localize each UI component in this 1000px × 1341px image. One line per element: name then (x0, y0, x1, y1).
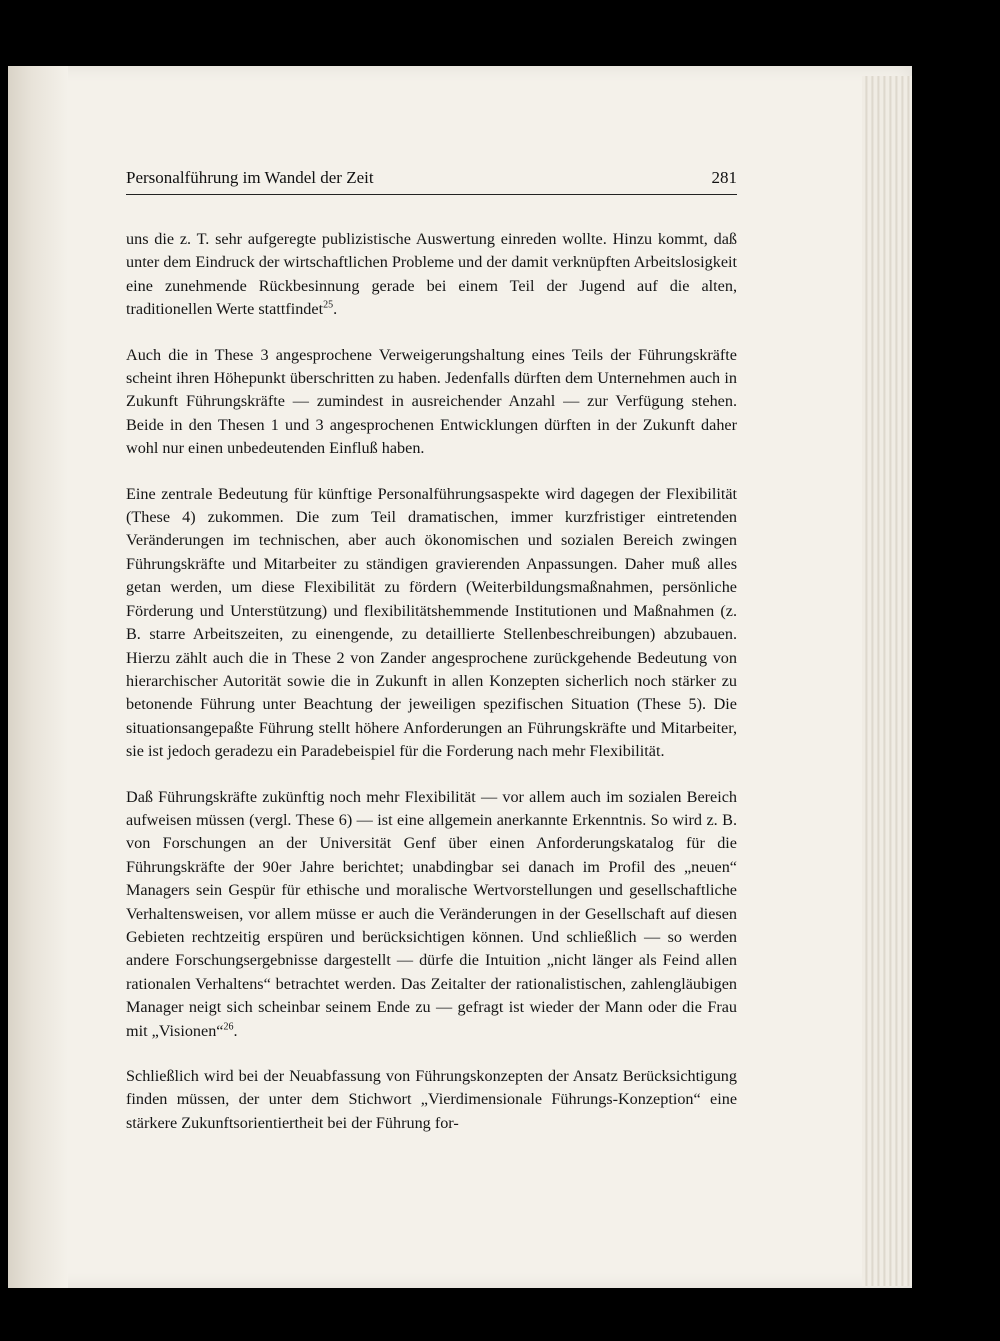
paragraph-text: Eine zentrale Bedeutung für künftige Personalführungsaspekte wird dagegen der Flexibilität (These 4) zukommen. Die zum Teil dramatischen, immer kurzfristiger eintretenden Veränderungen im technischen, aber auch ökonomischen und sozialen Bereich zwingen Führungskräfte und Mitarbeiter zu ständigen gravierenden Anpassungen. Daher muß alles getan werden, um diese Flexibilität zu fördern (Weiterbildungsmaßnahmen, persönliche Förderung und Unterstützung) und flexibilitätshemmende Institutionen und Maßnahmen (z. B. starre Arbeitszeiten, zu einengende, zu detaillierte Stellenbeschreibungen) abzubauen. Hierzu zählt auch die in These 2 von Zander angesprochene zurückgehende Bedeutung von hierarchischer Autorität sowie die in Zukunft in allen Konzepten sicherlich noch stärker zu betonende Führung unter Beachtung der jeweiligen spezifischen Situation (These 5). Die situationsangepaßte Führung stellt höhere Anforderungen an Führungskräfte und Mitarbeiter, sie ist jedoch geradezu ein Paradebeispiel für die Forderung nach mehr Flexibilität. (126, 484, 737, 761)
paragraph-3 (126, 483, 737, 764)
paragraph-2 (126, 344, 737, 461)
paragraph-4: Daß Führungskräfte zukünftig noch mehr Flexibilität — vor allem auch im sozialen Bereich aufweisen müssen (vergl. These 6) — ist eine allgemein anerkannte Erkenntnis. So wird z. B. von Forschungen an der Universität Genf über einen Anforderungskatalog für die Führungskräfte der 90er Jahre berichtet; unabdingbar sei danach im Profil des „neuen“ Managers sein Gespür für ethische und moralische Wertvorstellungen und gesellschaftliche Verhaltensweisen, vor allem müsse er auch die Veränderungen in der Gesellschaft auf diesen Gebieten rechtzeitig erspüren und berücksichtigen können. Und schließlich — so werden andere Forschungsergebnisse dargestellt — dürfe die Intuition „nicht länger als Feind allen rationalen Verhaltens“ betrachtet werden. Das Zeitalter der rationalistischen, zahlengläubigen Manager neigt sich scheinbar seinem Ende zu — gefragt ist wieder der Mann oder die Frau mit „Visionen“$^{26}$. (126, 787, 737, 1040)
paragraph-1: uns die z. T. sehr aufgeregte publizistische Auswertung einreden wollte. Hinzu kommt, daß unter dem Eindruck der wirtschaftlichen Probleme und der damit verknüpften Arbeitslosigkeit eine zunehmende Rückbesinnung gerade bei einem Teil der Jugend auf die alten, traditionellen Werte stattfindet$^{25}$. (126, 230, 737, 319)
paragraph-text: Auch die in These 3 angesprochene Verweigerungshaltung eines Teils der Führungskräfte scheint ihren Höhepunkt überschritten zu haben. Jedenfalls dürften dem Unternehmen auch in Zukunft Führungskräfte — zumindest in ausreichender Anzahl — zur Verfügung stehen. Beide in den Thesen 1 und 3 angesprochenen Entwicklungen dürften in der Zukunft daher wohl nur einen unbedeutenden Einfluß haben. (126, 345, 737, 458)
running-head (126, 168, 737, 195)
paragraph-text: Daß Führungskräfte zukünftig noch mehr Flexibilität — vor allem auch im sozialen Bereich aufweisen müssen (vergl. These 6) — ist eine allgemein anerkannte Erkenntnis. So wird z. B. von Forschungen an der Universität Genf über einen Anforderungskatalog für die Führungskräfte der 90er Jahre berichtet; unabdingbar sei danach im Profil des „neuen“ Managers sein Gespür für ethische und moralische Wertvorstellungen und gesellschaftliche Verhaltensweisen, vor allem müsse er auch die Veränderungen in der Gesellschaft auf diesen Gebieten rechtzeitig erspüren und berücksichtigen können. Und schließlich — so werden andere Forschungsergebnisse dargestellt — dürfe die Intuition „nicht länger als Feind allen rationalen Verhaltens“ betrachtet werden. Das Zeitalter der rationalistischen, zahlengläubigen Manager neigt sich scheinbar seinem Ende zu — gefragt ist wieder der Mann oder die Frau mit „Visionen“ (126, 787, 737, 1040)
page-fore-edge (862, 76, 912, 1286)
footnote-marker: 26 (223, 1021, 234, 1033)
body-text (126, 228, 737, 1157)
paragraph-text: Schließlich wird bei der Neuabfassung von Führungskonzepten der Ansatz Berücksichtigung finden müssen, der unter dem Stichwort „Vierdimensionale Führungs-Konzeption“ eine stärkere Zukunftsorientiertheit bei der Führung for- (126, 1067, 737, 1132)
paragraph-5 (126, 1065, 737, 1135)
paragraph-text: uns die z. T. sehr aufgeregte publizistische Auswertung einreden wollte. Hinzu kommt, daß unter dem Eindruck der wirtschaftlichen Probleme und der damit verknüpften Arbeitslosigkeit eine zunehmende Rückbesinnung gerade bei einem Teil der Jugend auf die alten, traditionellen Werte stattfindet (126, 230, 737, 319)
page-number: 281 (711, 168, 737, 187)
footnote-marker: 25 (323, 299, 334, 311)
page-gutter-shadow (8, 66, 68, 1288)
running-head-title: Personalführung im Wandel der Zeit (126, 168, 374, 187)
